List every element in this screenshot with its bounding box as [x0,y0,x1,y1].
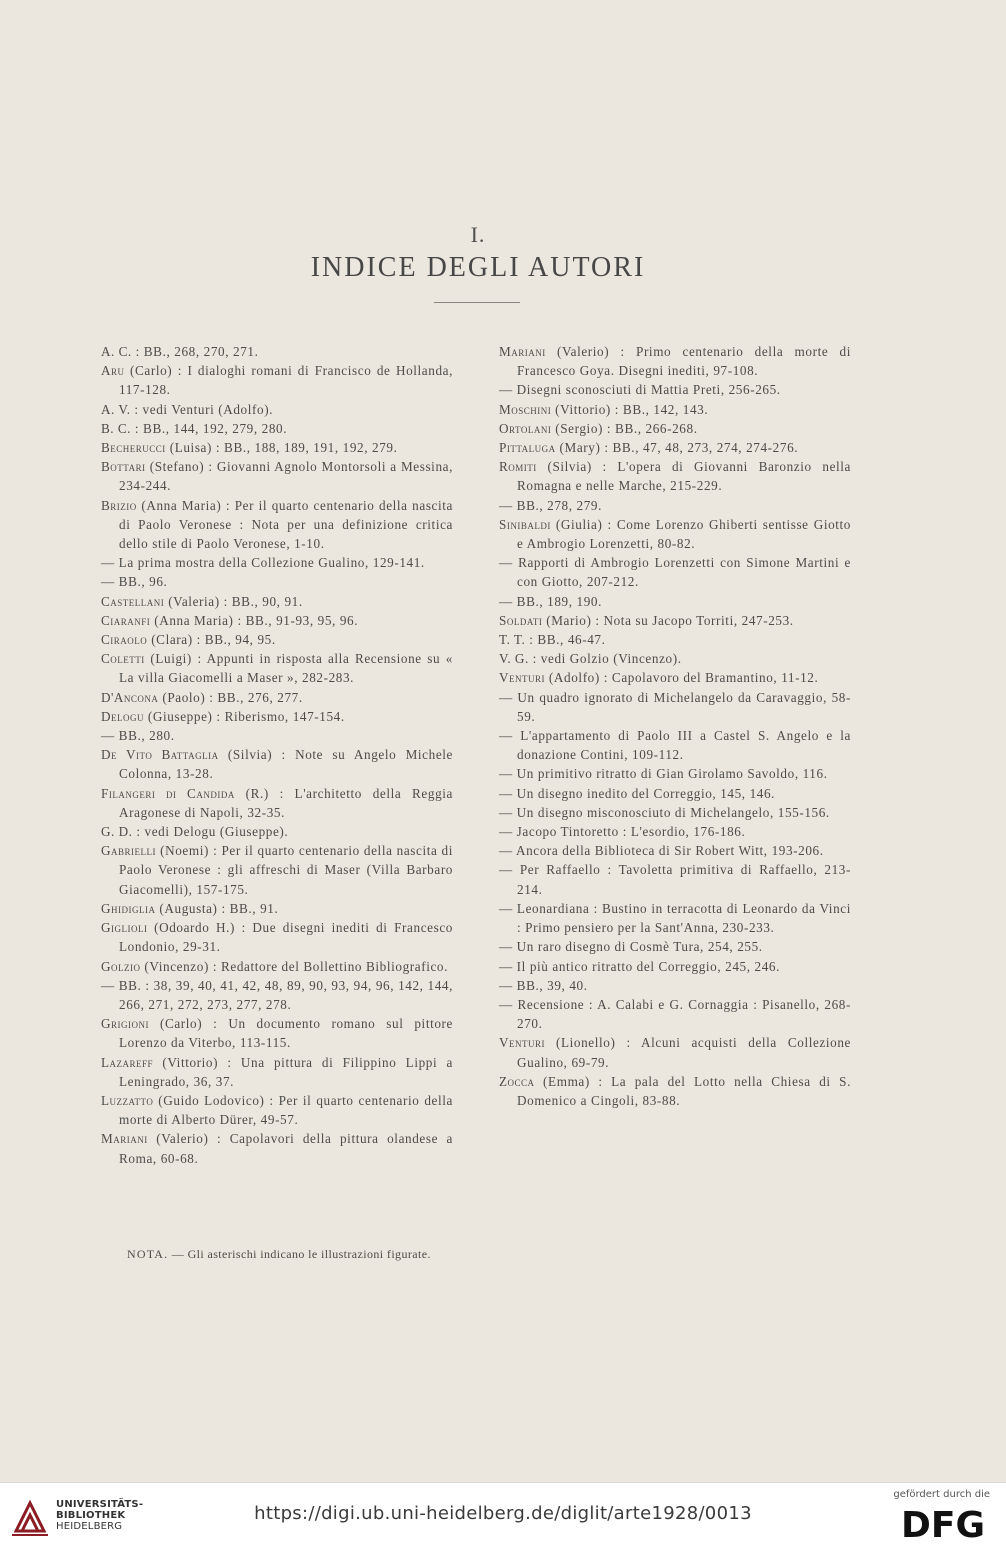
index-entry [101,342,453,361]
funded-by-label: gefördert durch die [893,1489,990,1500]
entry-text: : vedi Delogu (Giuseppe). [132,824,289,840]
index-entry [101,1129,453,1167]
entry-text: — BB., 280. [101,728,175,744]
entry-text: — Rapporti di Ambrogio Lorenzetti con Simone Martini e con Giotto, 207-212. [499,555,851,590]
index-entry [499,400,851,419]
entry-author: Gabrielli [101,843,157,859]
index-entry [101,1014,453,1052]
entry-author: Pittaluga [499,440,556,456]
entry-author: De Vito Battaglia [101,747,219,763]
library-name-line3: HEIDELBERG [56,1521,123,1532]
entry-author: Luzzatto [101,1092,154,1108]
index-entry [101,822,453,841]
entry-text: (Anna Maria) : Per il quarto centenario della nascita di Paolo Veronese : Nota per una definizione critica dello stile di Paolo Veronese, 1-10. [119,497,453,552]
index-entry [499,515,851,553]
entry-author: Golzio [101,958,141,974]
entry-author: A. C. [101,344,132,359]
document-url-link[interactable]: https://digi.ub.uni-heidelberg.de/diglit/arte1928/0013 [254,1503,752,1524]
entry-author: Filangeri di Candida [101,785,235,801]
entry-text: — L'appartamento di Paolo III a Castel S. Angelo e la donazione Contini, 109-112. [499,728,851,763]
index-entry [499,592,851,611]
entry-text: (Adolfo) : Capolavoro del Bramantino, 11-12. [545,670,819,686]
entry-author: A. V. [101,401,131,417]
entry-text: — La prima mostra della Collezione Gualino, 129-141. [101,555,425,571]
entry-text: (Lionello) : Alcuni acquisti della Collezione Gualino, 69-79. [517,1035,851,1070]
entry-text: (Stefano) : Giovanni Agnolo Montorsoli a Messina, 234-244. [119,459,453,494]
entry-author: Zocca [499,1073,535,1089]
entry-author: B. C. [101,420,131,436]
entry-author: Ciraolo [101,632,148,648]
entry-text: (Luigi) : Appunti in risposta alla Recensione su « La villa Giacomelli a Maser », 282-283. [119,651,453,686]
footnote-text: — Gli asterischi indicano le illustrazioni figurate. [168,1247,431,1261]
index-entry [499,976,851,995]
entry-author: G. D. [101,824,133,840]
entry-author: Ghidiglia [101,900,156,916]
footnote [127,1247,431,1262]
entry-text: (Guido Lodovico) : Per il quarto centenario della morte di Alberto Dürer, 49-57. [119,1092,453,1128]
index-entry [101,457,453,495]
entry-text: (Vincenzo) : Redattore del Bollettino Bibliografico. [140,958,449,974]
index-entry [499,957,851,976]
entry-text: — Ancora della Biblioteca di Sir Robert Witt, 193-206. [499,843,824,859]
index-entry [499,419,851,438]
index-entry [499,764,851,783]
entry-text: (Silvia) : L'opera di Giovanni Baronzio nella Romagna e nelle Marche, 215-229. [517,459,851,494]
entry-text: (Paolo) : BB., 276, 277. [158,689,303,705]
index-entry [499,1033,851,1071]
section-numeral: I. [470,222,486,247]
entry-author: Aru [101,363,125,379]
index-entry [499,841,851,860]
index-entry [101,745,453,783]
entry-author: Delogu [101,708,145,724]
index-entry [499,995,851,1033]
entry-author: Venturi [499,670,546,686]
entry-text: (Odoardo H.) : Due disegni inediti di Francesco Londonio, 29-31. [119,920,453,955]
index-entry [101,899,453,918]
entry-author: V. G. [499,651,529,667]
entry-text: (Anna Maria) : BB., 91-93, 95, 96. [150,612,359,628]
entry-author: Lazareff [101,1054,154,1070]
index-column-left [101,342,453,1168]
index-entry [499,438,851,457]
entry-text: — Un quadro ignorato di Michelangelo da Caravaggio, 58-59. [499,689,851,724]
index-entry [499,649,851,668]
footnote-label: NOTA. [127,1247,169,1261]
index-entry [499,937,851,956]
entry-text: — Il più antico ritratto del Correggio, 245, 246. [499,958,781,974]
entry-text: — Leonardiana : Bustino in terracotta di Leonardo da Vinci : Primo pensiero per la Sant'Anna, 230-233. [499,900,851,936]
index-entry [101,707,453,726]
index-entry [499,860,851,898]
entry-author: Romiti [499,459,537,475]
index-entry [101,361,453,399]
index-entry [499,496,851,515]
entry-text: — BB. : 38, 39, 40, 41, 42, 48, 89, 90, 93, 94, 96, 142, 144, 266, 271, 272, 273, 277, 278. [101,977,453,1012]
entry-text: (Luisa) : BB., 188, 189, 191, 192, 279. [165,440,398,456]
entry-author: Moschini [499,401,552,417]
entry-author: Grigioni [101,1016,150,1032]
entry-text: (Valerio) : Capolavori della pittura olandese a Roma, 60-68. [119,1131,453,1166]
index-entry [101,553,453,572]
entry-text: (Valeria) : BB., 90, 91. [164,593,303,609]
entry-text: : BB., 46-47. [525,632,606,648]
entry-text: (Vittorio) : BB., 142, 143. [551,401,709,417]
library-name-line1: UNIVERSITÄTS- [56,1499,144,1510]
dfg-logo-icon[interactable] [894,1503,992,1543]
entry-author: Mariani [101,1131,148,1147]
entry-text: — Un raro disegno di Cosmè Tura, 254, 255. [499,939,763,955]
entry-text: (Carlo) : Un documento romano sul pittore Lorenzo da Viterbo, 113-115. [119,1016,453,1051]
index-entry [101,611,453,630]
index-entry [499,342,851,380]
entry-text: (Mario) : Nota su Jacopo Torriti, 247-253. [542,612,794,628]
entry-text: — Jacopo Tintoretto : L'esordio, 176-186. [499,824,746,840]
entry-text: (Giuseppe) : Riberismo, 147-154. [144,708,345,724]
index-entry [101,1091,453,1129]
entry-text: — Un primitivo ritratto di Gian Girolamo Savoldo, 116. [499,766,828,782]
entry-text: (Mary) : BB., 47, 48, 273, 274, 274-276. [555,440,799,456]
page-title: INDICE DEGLI AUTORI [310,252,646,283]
title-divider [434,302,520,303]
entry-author: Coletti [101,651,145,667]
index-entry [101,400,453,419]
entry-author: Mariani [499,344,546,359]
index-entry [499,899,851,937]
entry-author: T. T. [499,632,526,648]
entry-text: — Disegni sconosciuti di Mattia Preti, 256-265. [499,382,781,398]
entry-author: Becherucci [101,440,166,456]
index-entry [101,957,453,976]
entry-author: Castellani [101,593,165,609]
entry-text: (Sergio) : BB., 266-268. [551,420,698,436]
index-entry [101,918,453,956]
index-entry [499,822,851,841]
entry-text: : BB., 268, 270, 271. [131,344,259,359]
entry-author: D'Ancona [101,689,159,705]
index-entry [499,726,851,764]
index-entry [101,726,453,745]
index-entry [499,630,851,649]
index-entry [101,841,453,899]
entry-text: — BB., 39, 40. [499,977,588,993]
entry-text: — BB., 96. [101,574,168,590]
entry-text: — Un disegno misconosciuto di Michelangelo, 155-156. [499,804,830,820]
index-entry [101,1053,453,1091]
entry-text: (Giulia) : Come Lorenzo Ghiberti sentisse Giotto e Ambrogio Lorenzetti, 80-82. [517,516,851,552]
index-entry [101,592,453,611]
index-entry [101,688,453,707]
entry-text: (Emma) : La pala del Lotto nella Chiesa di S. Domenico a Cingoli, 83-88. [517,1073,851,1108]
index-entry [499,380,851,399]
entry-text: — Un disegno inedito del Correggio, 145, 146. [499,785,776,801]
entry-text: : vedi Golzio (Vincenzo). [528,651,682,667]
index-entry [499,668,851,687]
index-column-right [499,342,851,1110]
viewer-footer [0,1482,1006,1555]
dfg-logo-text: DFG [900,1505,986,1543]
index-entry [101,496,453,554]
index-entry [499,1072,851,1110]
entry-text: — Recensione : A. Calabi e G. Cornaggia : Pisanello, 268-270. [499,996,851,1032]
entry-text: — Per Raffaello : Tavoletta primitiva di Raffaello, 213-214. [499,862,851,897]
entry-text: : vedi Venturi (Adolfo). [130,401,274,417]
index-entry [101,419,453,438]
entry-text: — BB., 278, 279. [499,497,603,513]
index-entry [499,784,851,803]
index-entry [499,803,851,822]
entry-author: Venturi [499,1035,546,1051]
entry-author: Bottari [101,459,146,475]
index-entry [101,649,453,687]
index-entry [101,630,453,649]
entry-text: : BB., 144, 192, 279, 280. [130,420,288,436]
entry-author: Ortolani [499,420,552,436]
index-entry [499,611,851,630]
entry-text: (Augusta) : BB., 91. [155,900,279,916]
index-entry [499,553,851,591]
entry-author: Soldati [499,612,543,628]
library-name-line2: BIBLIOTHEK [56,1510,126,1521]
entry-text: — BB., 189, 190. [499,593,603,609]
index-entry [101,572,453,591]
index-entry [101,976,453,1014]
index-entry [499,457,851,495]
entry-author: Sinibaldi [499,516,551,532]
index-entry [101,438,453,457]
entry-text: (Silvia) : Note su Angelo Michele Colonna, 13-28. [119,747,453,782]
entry-text: (Clara) : BB., 94, 95. [147,632,276,648]
entry-text: (Valerio) : Primo centenario della morte di Francesco Goya. Disegni inediti, 97-108. [517,344,851,379]
entry-author: Giglioli [101,920,148,936]
entry-author: Ciaranfi [101,612,151,628]
index-entry [499,688,851,726]
entry-text: (Vittorio) : Una pittura di Filippino Lippi a Leningrado, 36, 37. [119,1054,453,1089]
entry-text: (R.) : L'architetto della Reggia Aragonese di Napoli, 32-35. [119,785,453,820]
entry-text: (Noemi) : Per il quarto centenario della nascita di Paolo Veronese : gli affreschi di Maser (Villa Barbaro Giacomelli), 157-175. [119,843,453,897]
entry-author: Brizio [101,497,137,513]
entry-text: (Carlo) : I dialoghi romani di Francisco de Hollanda, 117-128. [119,363,453,398]
index-entry [101,784,453,822]
